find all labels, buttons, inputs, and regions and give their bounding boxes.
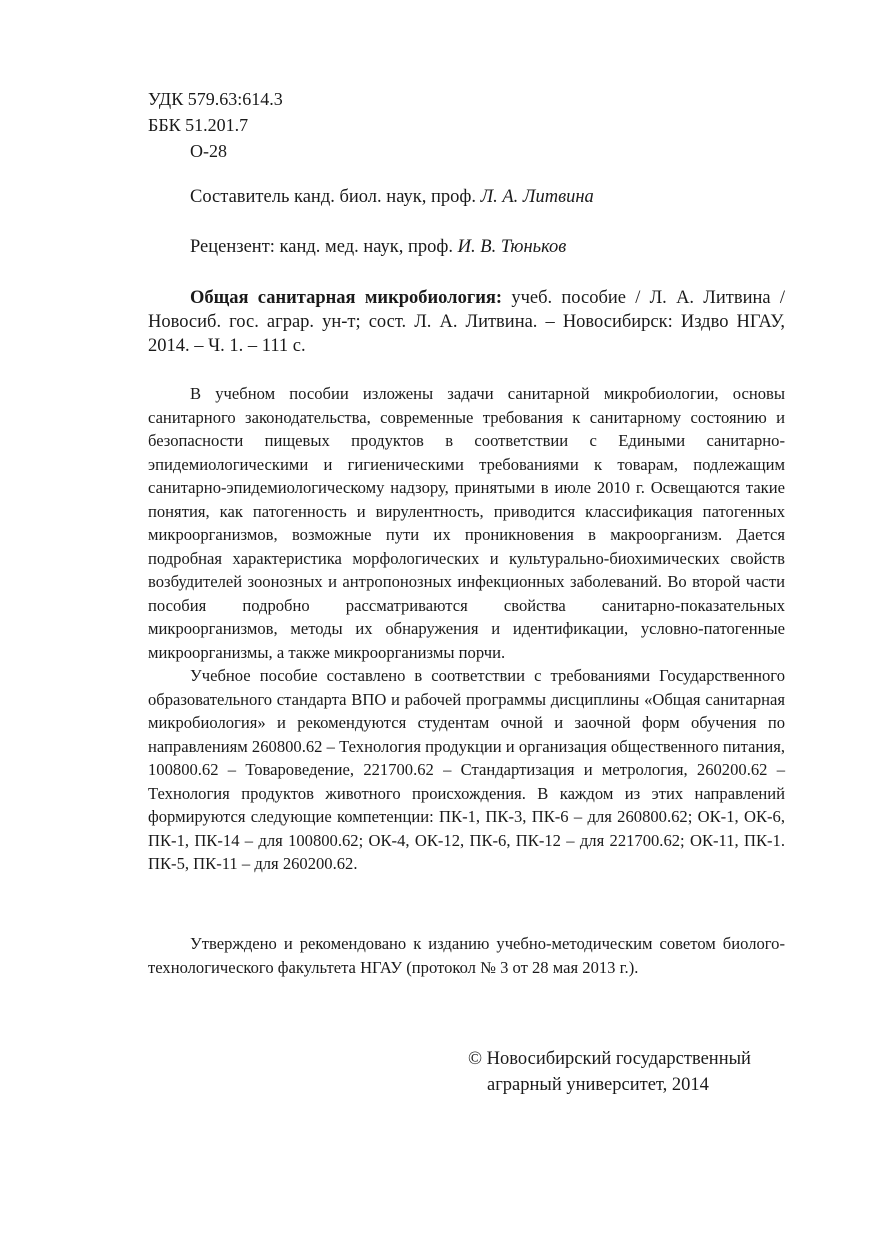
compiler-label: Составитель канд. биол. наук, проф. [190, 187, 476, 207]
author-mark: О-28 [190, 141, 227, 161]
approval-note: Утверждено и рекомендовано к изданию учебно-методическим советом биолого-технологического факультета НГАУ (протокол № 3 от 28 мая 2013 г.). [148, 934, 785, 977]
bbk-code: ББК 51.201.7 [148, 115, 249, 135]
bibliographic-details: учеб. пособие / Л. А. Литвина / Новосиб. гос. аграр. ун-т; сост. Л. А. Литвина. – Новосибирск: Издво НГАУ, 2014. – Ч. 1. – 111 с. [148, 288, 785, 356]
bibliographic-record [148, 286, 785, 358]
copyright-line-1: © Новосибирский государственный [468, 1049, 751, 1069]
udk-code: УДК 579.63:614.3 [148, 89, 283, 109]
abstract-paragraph-1: В учебном пособии изложены задачи санитарной микробиологии, основы санитарного законодательства, современные требования к санитарному состоянию и безопасности пищевых продуктов в соответствии с Едиными санитарно-эпидемиологическими и гигиеническими требованиями к товарам, подлежащим санитарно-эпидемиологическому надзору, принятыми в июле 2010 г. Освещаются такие понятия, как патогенность и вирулентность, приводится классификация патогенных микроорганизмов, возможные пути их проникновения в макроорганизм. Дается подробная характеристика морфологических и культурально-биохимических свойств возбудителей зоонозных и антропонозных инфекционных заболеваний. Во второй части пособия подробно рассматриваются свойства санитарно-показательных микроорганизмов, методы их обнаружения и идентификации, условно-патогенные микроорганизмы, а также микроорганизмы порчи. [148, 384, 785, 662]
copyright-line-2: аграрный университет, 2014 [487, 1075, 709, 1095]
compiler-line [190, 185, 594, 209]
compiler-name: Л. А. Литвина [480, 187, 594, 207]
abstract [148, 382, 785, 876]
copyright-notice [468, 1046, 751, 1098]
reviewer-line [190, 235, 566, 259]
reviewer-name: И. В. Тюньков [457, 237, 567, 257]
classification-block [148, 86, 283, 164]
book-title: Общая санитарная микробиология: [190, 288, 503, 308]
abstract-paragraph-2: Учебное пособие составлено в соответствии с требованиями Государственного образовательного стандарта ВПО и рабочей программы дисциплины «Общая санитарная микробиология» и рекомендуются студентам очной и заочной форм обучения по направлениям 260800.62 – Технология продукции и организация общественного питания, 100800.62 – Товароведение, 221700.62 – Стандартизация и метрология, 260200.62 – Технология продуктов животного происхождения. В каждом из этих направлений формируются следующие компетенции: ПК-1, ПК-3, ПК-6 – для 260800.62; ОК-1, ОК-6, ПК-1, ПК-14 – для 100800.62; ОК-4, ОК-12, ПК-6, ПК-12 – для 221700.62; ОК-11, ПК-1. ПК-5, ПК-11 – для 260200.62. [148, 666, 785, 873]
reviewer-label: Рецензент: канд. мед. наук, проф. [190, 237, 454, 257]
